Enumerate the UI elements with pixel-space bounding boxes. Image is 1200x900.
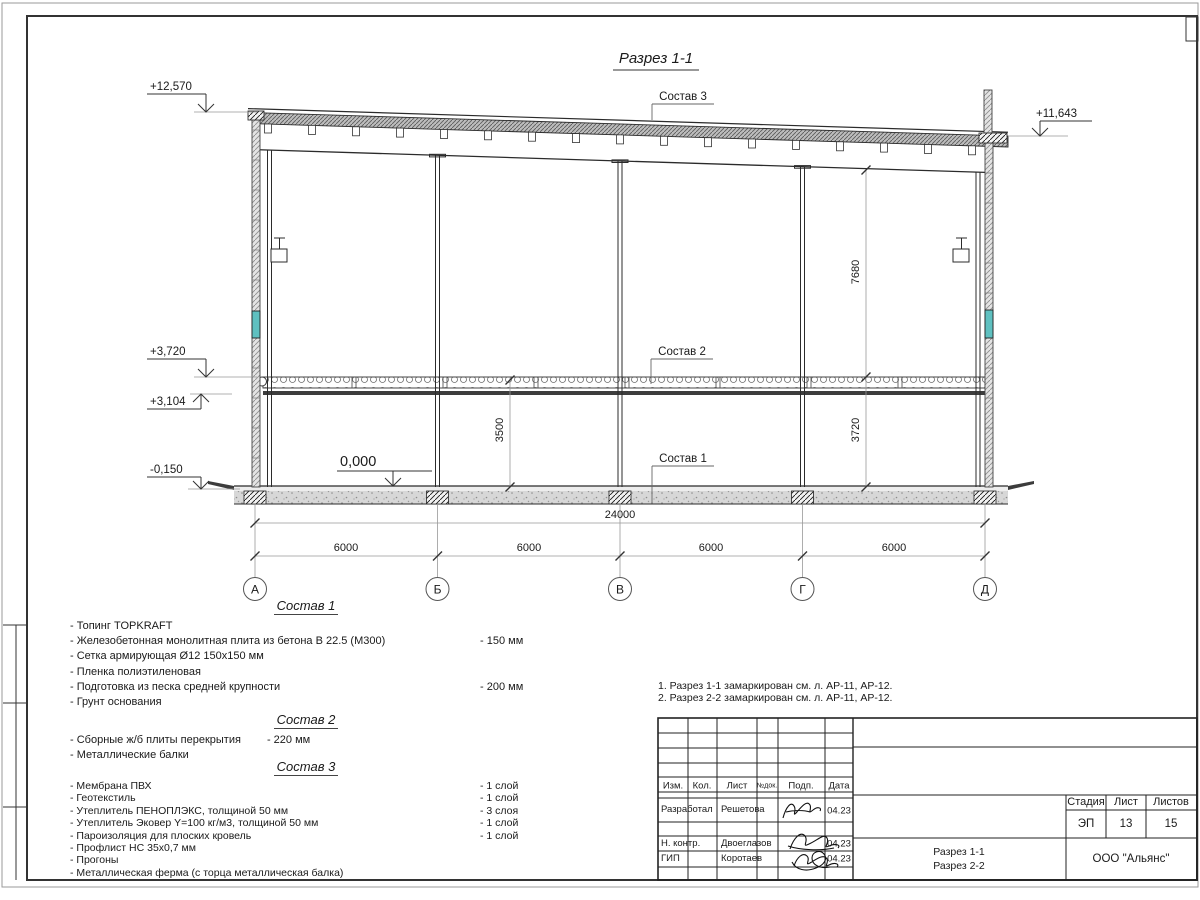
floor-slab bbox=[258, 377, 986, 395]
dim-bay-4: 6000 bbox=[881, 542, 907, 554]
tb-name-gip: Коротаев bbox=[721, 853, 763, 864]
drawing-title: Разрез 1-1 bbox=[618, 50, 694, 67]
tb-header-kol: Кол. bbox=[692, 780, 712, 792]
column-a bbox=[268, 150, 272, 487]
label-sostav1: Состав 1 bbox=[659, 453, 707, 465]
tb-date-ncontrol: 04.23 bbox=[827, 838, 851, 850]
list-item: - Пароизоляция для плоских кровель - 1 слой bbox=[70, 829, 519, 842]
tb-name-ncontrol: Двоеглазов bbox=[721, 838, 772, 849]
list-item: - Прогоны bbox=[70, 854, 119, 867]
tb-date-developer: 04.23 bbox=[827, 805, 851, 817]
list-item: - Железобетонная монолитная плита из бетона В 22.5 (М300) - 150 мм bbox=[70, 635, 524, 648]
grade-wedge-right bbox=[1008, 481, 1034, 490]
dim-bay-3: 6000 bbox=[698, 542, 724, 554]
dim-bay-1: 6000 bbox=[333, 542, 359, 554]
tb-name-developer: Решетова bbox=[721, 804, 765, 815]
elev-beam-bottom: +3,104 bbox=[150, 396, 186, 408]
tb-sheets-header: Листов bbox=[1153, 796, 1189, 808]
floor-beam bbox=[263, 391, 985, 395]
list-item: - Сборные ж/б плиты перекрытия - 220 мм bbox=[70, 734, 311, 746]
list-item: - Утеплитель Эковер Y=100 кг/м3, толщиной 50 мм - 1 слой bbox=[70, 817, 519, 830]
composition-3 bbox=[70, 759, 542, 879]
dim-bay-2: 6000 bbox=[516, 542, 542, 554]
bracket-left bbox=[271, 238, 287, 262]
elev-roof-left: +12,570 bbox=[150, 81, 192, 93]
composition-2 bbox=[70, 712, 542, 763]
tb-sheets-total: 15 bbox=[1164, 818, 1178, 830]
tb-header-ndok: №док. bbox=[756, 782, 778, 790]
roof-edge-cap-right bbox=[979, 133, 1007, 143]
elev-zero: 0,000 bbox=[340, 454, 377, 470]
tb-role-developer: Разработал bbox=[661, 804, 713, 815]
left-margin-cells bbox=[3, 625, 27, 880]
elev-roof-right: +11,643 bbox=[1036, 108, 1078, 120]
tb-stage-header: Стадия bbox=[1067, 796, 1105, 808]
tb-role-ncontrol: Н. контр. bbox=[661, 838, 701, 849]
axis-g: Г bbox=[799, 582, 806, 597]
vertical-dimensions bbox=[494, 166, 871, 492]
ground-floor bbox=[208, 481, 1034, 504]
list-item: - Металлическая ферма (с торца металлическая балка) bbox=[70, 866, 344, 879]
list-item: - Профлист НС 35х0,7 мм bbox=[70, 842, 196, 855]
list-item: - Металлические балки bbox=[70, 749, 189, 762]
tb-role-gip: ГИП bbox=[661, 853, 680, 864]
composition-1-heading: Состав 1 bbox=[70, 598, 542, 613]
label-sostav2: Состав 2 bbox=[658, 346, 706, 358]
window-left bbox=[252, 311, 260, 338]
tb-doc-title-2: Разрез 2-2 bbox=[933, 860, 985, 872]
window-right bbox=[985, 310, 993, 338]
columns bbox=[268, 150, 981, 487]
list-item: - Геотекстиль - 1 слой bbox=[70, 792, 519, 805]
signature-1 bbox=[783, 803, 821, 818]
dim-clear-height: 3500 bbox=[494, 417, 506, 443]
list-item: - Топинг TOPKRAFT bbox=[70, 620, 173, 632]
tb-stage-value: ЭП bbox=[1077, 818, 1095, 830]
axis-d: Д bbox=[980, 582, 990, 597]
note-line: 1. Разрез 1-1 замаркирован см. л. АР-11, АР-12. bbox=[658, 680, 893, 692]
notes bbox=[658, 680, 892, 705]
axis-a: А bbox=[250, 582, 260, 597]
composition-leaders bbox=[651, 91, 714, 503]
tb-sheet-header: Лист bbox=[1114, 796, 1138, 808]
bracket-right bbox=[953, 238, 969, 262]
tb-header-data: Дата bbox=[828, 780, 850, 792]
list-item: - Мембрана ПВХ - 1 слой bbox=[70, 780, 519, 792]
list-item: - Сетка армирующая Ø12 150х150 мм bbox=[70, 650, 264, 663]
list-item: - Пленка полиэтиленовая bbox=[70, 665, 201, 678]
axis-b: Б bbox=[433, 582, 442, 597]
tb-header-list: Лист bbox=[726, 780, 748, 792]
horizontal-dimensions bbox=[244, 505, 997, 601]
label-sostav3: Состав 3 bbox=[659, 91, 707, 103]
list-item: - Подготовка из песка средней крупности - 200 мм bbox=[70, 680, 524, 693]
column-g bbox=[795, 166, 811, 487]
column-d bbox=[976, 173, 980, 488]
composition-1 bbox=[70, 598, 542, 710]
dim-total: 24000 bbox=[604, 509, 636, 521]
tb-header-izm: Изм. bbox=[662, 780, 684, 792]
parapet-right bbox=[984, 90, 992, 133]
elev-ground: -0,150 bbox=[150, 464, 183, 476]
axis-v: В bbox=[615, 582, 625, 597]
tb-date-gip: 04.23 bbox=[827, 853, 851, 865]
dim-roof-height: 7680 bbox=[850, 259, 862, 285]
list-item: - Грунт основания bbox=[70, 696, 162, 709]
tb-company: ООО "Альянс" bbox=[1092, 853, 1170, 865]
list-item: - Утеплитель ПЕНОПЛЭКС, толщиной 50 мм - 3 слоя bbox=[70, 804, 519, 817]
dim-slab-height: 3720 bbox=[850, 417, 862, 443]
tb-sheet-number: 13 bbox=[1119, 818, 1133, 830]
composition-3-heading: Состав 3 bbox=[70, 759, 542, 774]
roof bbox=[248, 109, 1008, 173]
column-b bbox=[430, 154, 446, 487]
note-line: 2. Разрез 2-2 замаркирован см. л. АР-11, АР-12. bbox=[658, 692, 893, 705]
tb-header-podp: Подп. bbox=[788, 780, 814, 792]
elev-slab-top: +3,720 bbox=[150, 346, 186, 358]
truss-bottom-chord bbox=[255, 150, 993, 173]
column-v bbox=[612, 160, 628, 487]
tb-doc-title-1: Разрез 1-1 bbox=[933, 846, 985, 858]
composition-2-heading: Состав 2 bbox=[70, 712, 542, 727]
